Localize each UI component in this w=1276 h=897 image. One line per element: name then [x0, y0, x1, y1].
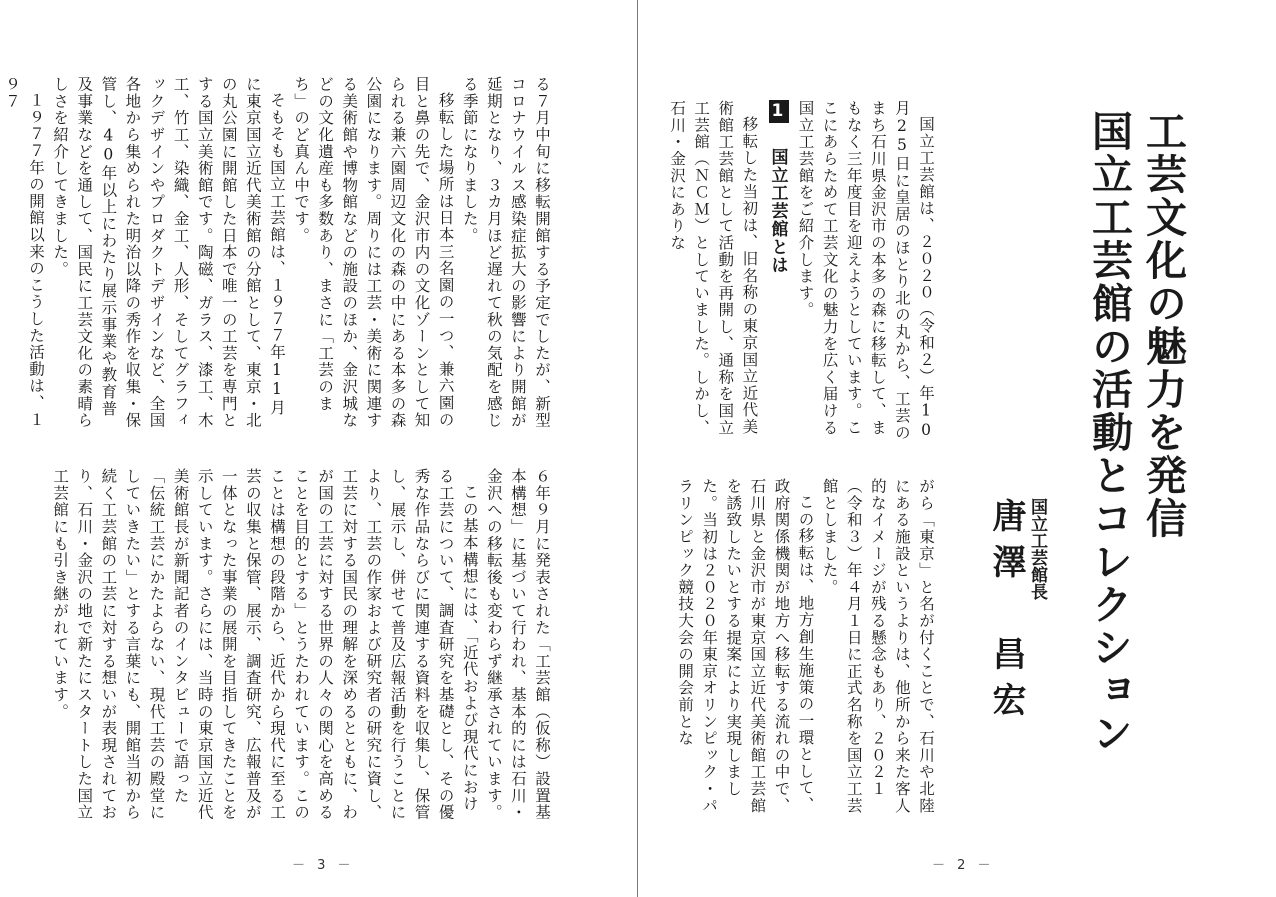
- section-number: 1: [767, 101, 788, 122]
- page-number-right: － 2 －: [932, 858, 995, 873]
- paragraph: この移転は、地方創生施策の一環として、政府関係機関が地方へ移転する流れの中で、石川県と金沢市が東京国立近代美術館工芸館を誘致したいとする提案により実現しました。当初は２０２０年東京オリンピック・パラリンピック競技大会の開会前とな: [676, 478, 815, 814]
- paragraph: 移転した場所は日本三名園の一つ、兼六園の目と鼻の先で、金沢市内の文化ゾーンとして知られる兼六園周辺文化の森の中にある本多の森公園になります。周りには工芸・美術に関連する美術館や博物館などの施設のほか、金沢城などの文化遺産も多数あり、まさに「工芸のまち」のど真ん中です。: [292, 76, 455, 429]
- right-bottom-text: [676, 478, 938, 826]
- author-name: 唐澤 昌宏: [986, 498, 1026, 728]
- paragraph: 移転した当初は、旧名称の東京国立近代美術館工芸館として活動を再開し、通称を国立工芸館（ＮＣＭ）としていました。しかし、石川・金沢にありな: [668, 100, 759, 436]
- paragraph: １９７７年の開館以来のこうした活動は、１９７: [2, 76, 46, 428]
- paragraph: がら「東京」と名が付くことで、石川や北陸にある施設というよりは、他所から来た客人的なイメージが残る懸念もあり、２０２１（令和３）年４月１日に正式名称を国立工芸館としました。: [820, 478, 935, 814]
- article-title: [1080, 110, 1190, 810]
- paragraph: る７月中旬に移転開館する予定でしたが、新型コロナウイルス感染症拡大の影響により開館が延期となり、３カ月ほど遅れて秋の気配を感じる季節になりました。: [460, 76, 551, 429]
- title-line-1: 工芸文化の魅力を発信: [1139, 110, 1187, 540]
- paragraph: そもそも国立工芸館は、１９７７年11月に東京国立近代美術館の分館として、東京・北の丸公園に開館した日本で唯一の工芸を専門とする国立美術館です。陶磁、ガラス、漆工、木工、竹工、染織、金工、人形、そしてグラフィックデザインやプロダクトデザインなど、全国各地から集められた明治以降の秀作を収集・保管し、40年以上にわたり展示事業や教育普及事業などを通して、国民に工芸文化の素晴らしさを紹介してきました。: [51, 76, 286, 429]
- left-bottom-text: [51, 468, 554, 823]
- page-gutter: [637, 0, 638, 897]
- page-number-left: － 3 －: [292, 858, 355, 873]
- title-line-2: 国立工芸館の活動とコレクション: [1085, 110, 1133, 755]
- intro-paragraph: 国立工芸館は、２０２０（令和２）年10月25日に皇居のほとり北の丸から、工芸のまち石川県金沢市の本多の森に移転して、まもなく三年度目を迎えようとしています。ここにあらためて工芸文化の魅力を広く届ける国立工芸館をご紹介します。: [796, 100, 935, 441]
- left-top-text: [2, 76, 554, 431]
- paragraph: ６年９月に発表された「工芸館（仮称）設置基本構想」に基づいて行われ、基本的には石川・金沢への移転後も変わらず継承されています。: [484, 468, 551, 821]
- author-byline: [988, 498, 1048, 798]
- author-role: 国立工芸館長: [1027, 498, 1047, 600]
- section-heading: [765, 100, 789, 448]
- section-title: 国立工芸館とは: [767, 148, 788, 274]
- paragraph: この基本構想には、「近代および現代における工芸について、調査研究を基礎とし、その優秀な作品ならびに関連する資料を収集し、保管し、展示し、併せて普及広報活動を行うことにより、工芸の作家および研究者の研究に資し、工芸に対する国民の理解を深めるとともに、わが国の工芸に対する世界の人々の関心を高めることを目的とする」とうたわれています。このことは構想の段階から、近代から現代に至る工芸の収集と保管、展示、調査研究、広報普及が一体となった事業の展開を目指してきたことを示しています。さらには、当時の東京国立近代美術館長が新聞記者のインタビューで語った「伝統工芸にかたよらない、現代工芸の殿堂にしていきたい」とする言葉にも、開館当初から続く工芸館の工芸に対する想いが表現されており、石川・金沢の地で新たにスタートした国立工芸館にも引き継がれています。: [51, 468, 479, 821]
- right-top-text: [668, 100, 938, 448]
